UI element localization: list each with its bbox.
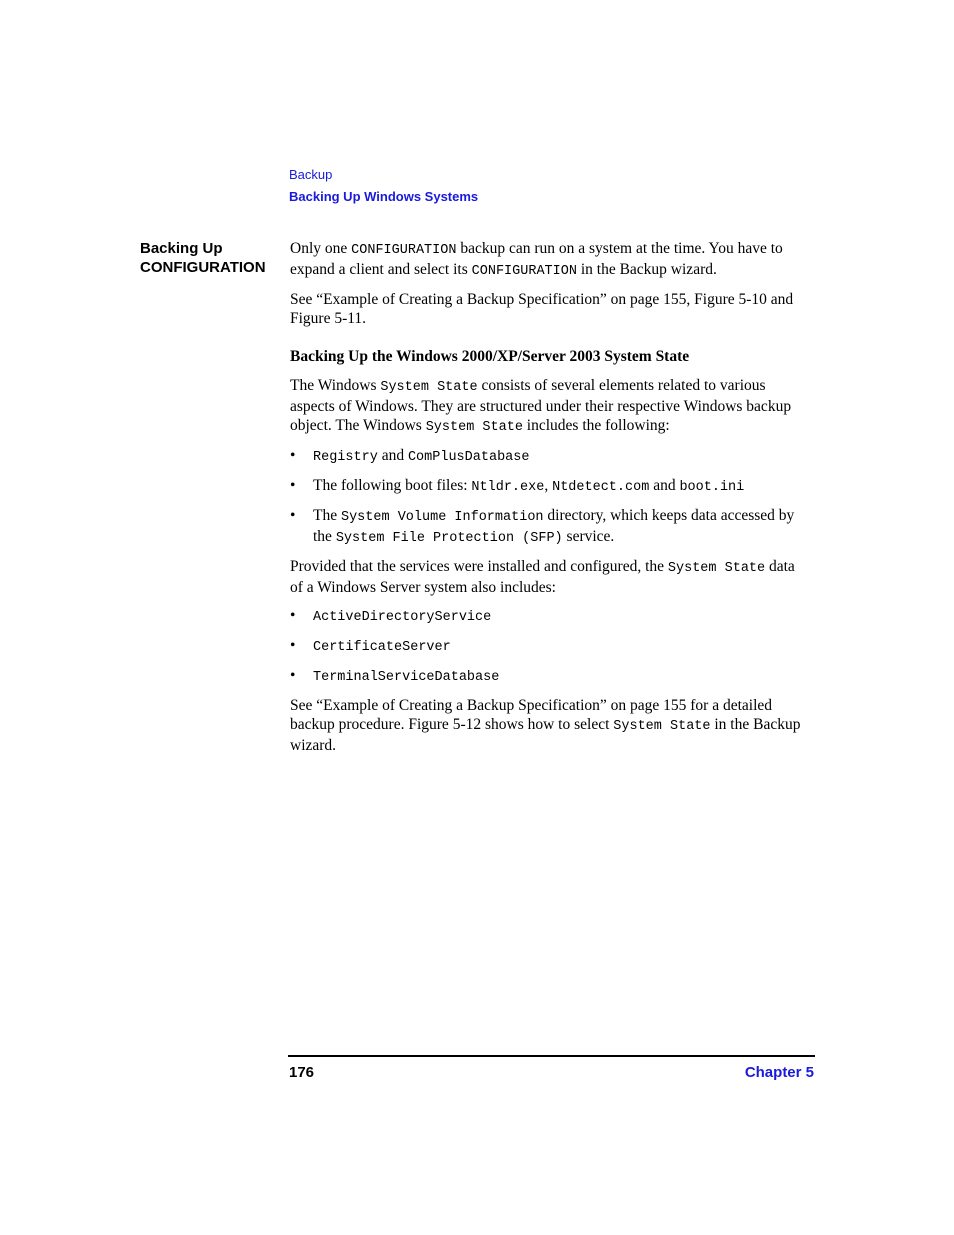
subsection-heading: Backing Up the Windows 2000/XP/Server 2003 System State xyxy=(290,348,690,365)
side-heading-line2: CONFIGURATION xyxy=(140,259,266,276)
page-number: 176 xyxy=(289,1064,315,1081)
side-heading-line1: Backing Up xyxy=(140,240,223,257)
running-header-section: Backup xyxy=(289,167,333,182)
paragraph-see-example: See “Example of Creating a Backup Specification” on page 155, Figure 5-10 and Figure 5-11. xyxy=(290,291,794,327)
footer-rule xyxy=(288,1055,815,1057)
paragraph-server-services: Provided that the services were installed and configured, the System State data of a Windows Server system also includes: xyxy=(290,558,795,596)
list-item: • CertificateServer xyxy=(290,637,451,655)
paragraph-configuration: Only one CONFIGURATION backup can run on a system at the time. You have to expand a client and select its CONFIGURATION in the Backup wizard. xyxy=(290,240,783,279)
chapter-label: Chapter 5 xyxy=(744,1064,814,1081)
body-text xyxy=(290,239,810,764)
list-item: • ActiveDirectoryService xyxy=(290,607,492,625)
paragraph-system-state: The Windows System State consists of several elements related to various aspects of Windows. They are structured under their respective Windows backup object. The Windows System State includes the following: xyxy=(290,377,792,435)
system-state-list xyxy=(290,446,810,548)
list-item: • TerminalServiceDatabase xyxy=(290,667,500,685)
list-item: • The following boot files: Ntldr.exe, Ntdetect.com and boot.ini xyxy=(290,477,745,495)
server-services-list xyxy=(290,606,810,687)
list-item: • Registry and ComPlusDatabase xyxy=(290,447,530,465)
paragraph-backup-procedure: See “Example of Creating a Backup Specification” on page 155 for a detailed backup procedure. Figure 5-12 shows how to select System State in the Backup wizard. xyxy=(290,697,801,754)
side-heading xyxy=(140,239,280,277)
list-item: • The System Volume Information directory, which keeps data accessed by the System File Protection (SFP) service. xyxy=(290,507,795,546)
running-header-subsection: Backing Up Windows Systems xyxy=(289,189,479,204)
